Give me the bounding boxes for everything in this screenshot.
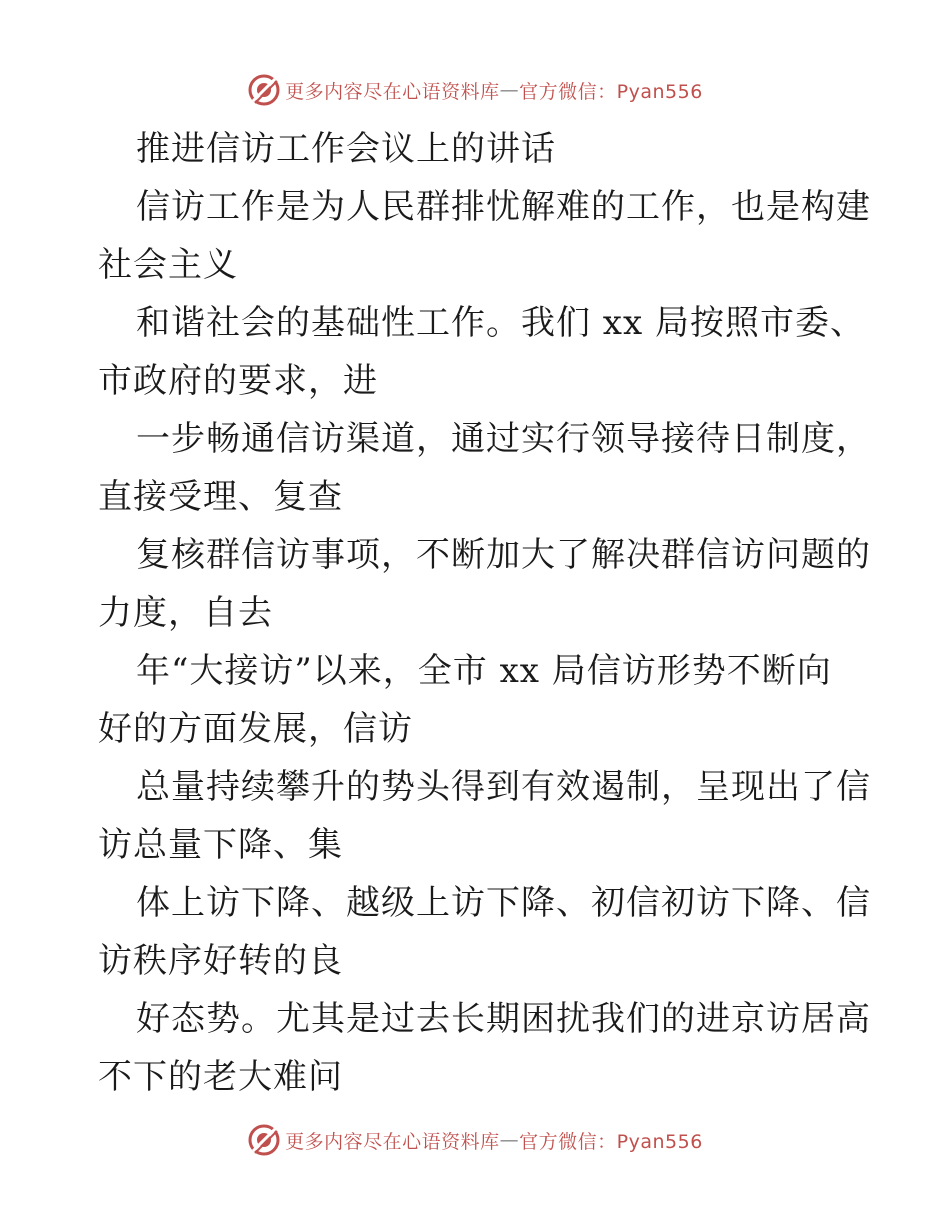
banner-separator: —	[499, 79, 520, 101]
text-line: 总量持续攀升的势头得到有效遏制，呈现出了信	[136, 767, 871, 807]
text-line: 和谐社会的基础性工作。我们 xx 局按照市委、	[136, 303, 865, 343]
text-line: 复核群信访事项，不断加大了解决群信访问题的	[136, 535, 871, 575]
text-line: 访总量下降、集	[98, 825, 343, 865]
text-line: 一步畅通信访渠道，通过实行领导接待日制度，	[136, 419, 871, 459]
text-line: 好的方面发展，信访	[98, 709, 413, 749]
banner-wechat: 官方微信：Pyan556	[519, 1130, 703, 1153]
header-banner	[0, 70, 950, 110]
seal-logo-icon	[247, 73, 281, 107]
footer-banner	[0, 1120, 950, 1160]
banner-separator: —	[499, 1129, 520, 1151]
text-line: 好态势。尤其是过去长期困扰我们的进京访居高	[136, 999, 871, 1039]
text-line: 市政府的要求，进	[98, 361, 378, 401]
document-body	[98, 120, 871, 1106]
text-line: 信访工作是为人民群排忧解难的工作，也是构建	[136, 187, 871, 227]
banner-wechat: 官方微信：Pyan556	[519, 80, 703, 103]
text-line: 直接受理、复查	[98, 477, 343, 517]
banner-text: 更多内容尽在心语资料库	[285, 1130, 500, 1153]
text-line: 力度，自去	[98, 593, 273, 633]
text-line: 访秩序好转的良	[98, 941, 343, 981]
text-line: 不下的老大难问	[98, 1057, 343, 1097]
banner-text: 更多内容尽在心语资料库	[285, 80, 500, 103]
seal-logo-icon	[247, 1123, 281, 1157]
text-line: 体上访下降、越级上访下降、初信初访下降、信	[136, 883, 871, 923]
document-title: 推进信访工作会议上的讲话	[136, 129, 556, 169]
text-line: 社会主义	[98, 245, 238, 285]
text-line: 年“大接访”以来，全市 xx 局信访形势不断向	[136, 651, 832, 691]
